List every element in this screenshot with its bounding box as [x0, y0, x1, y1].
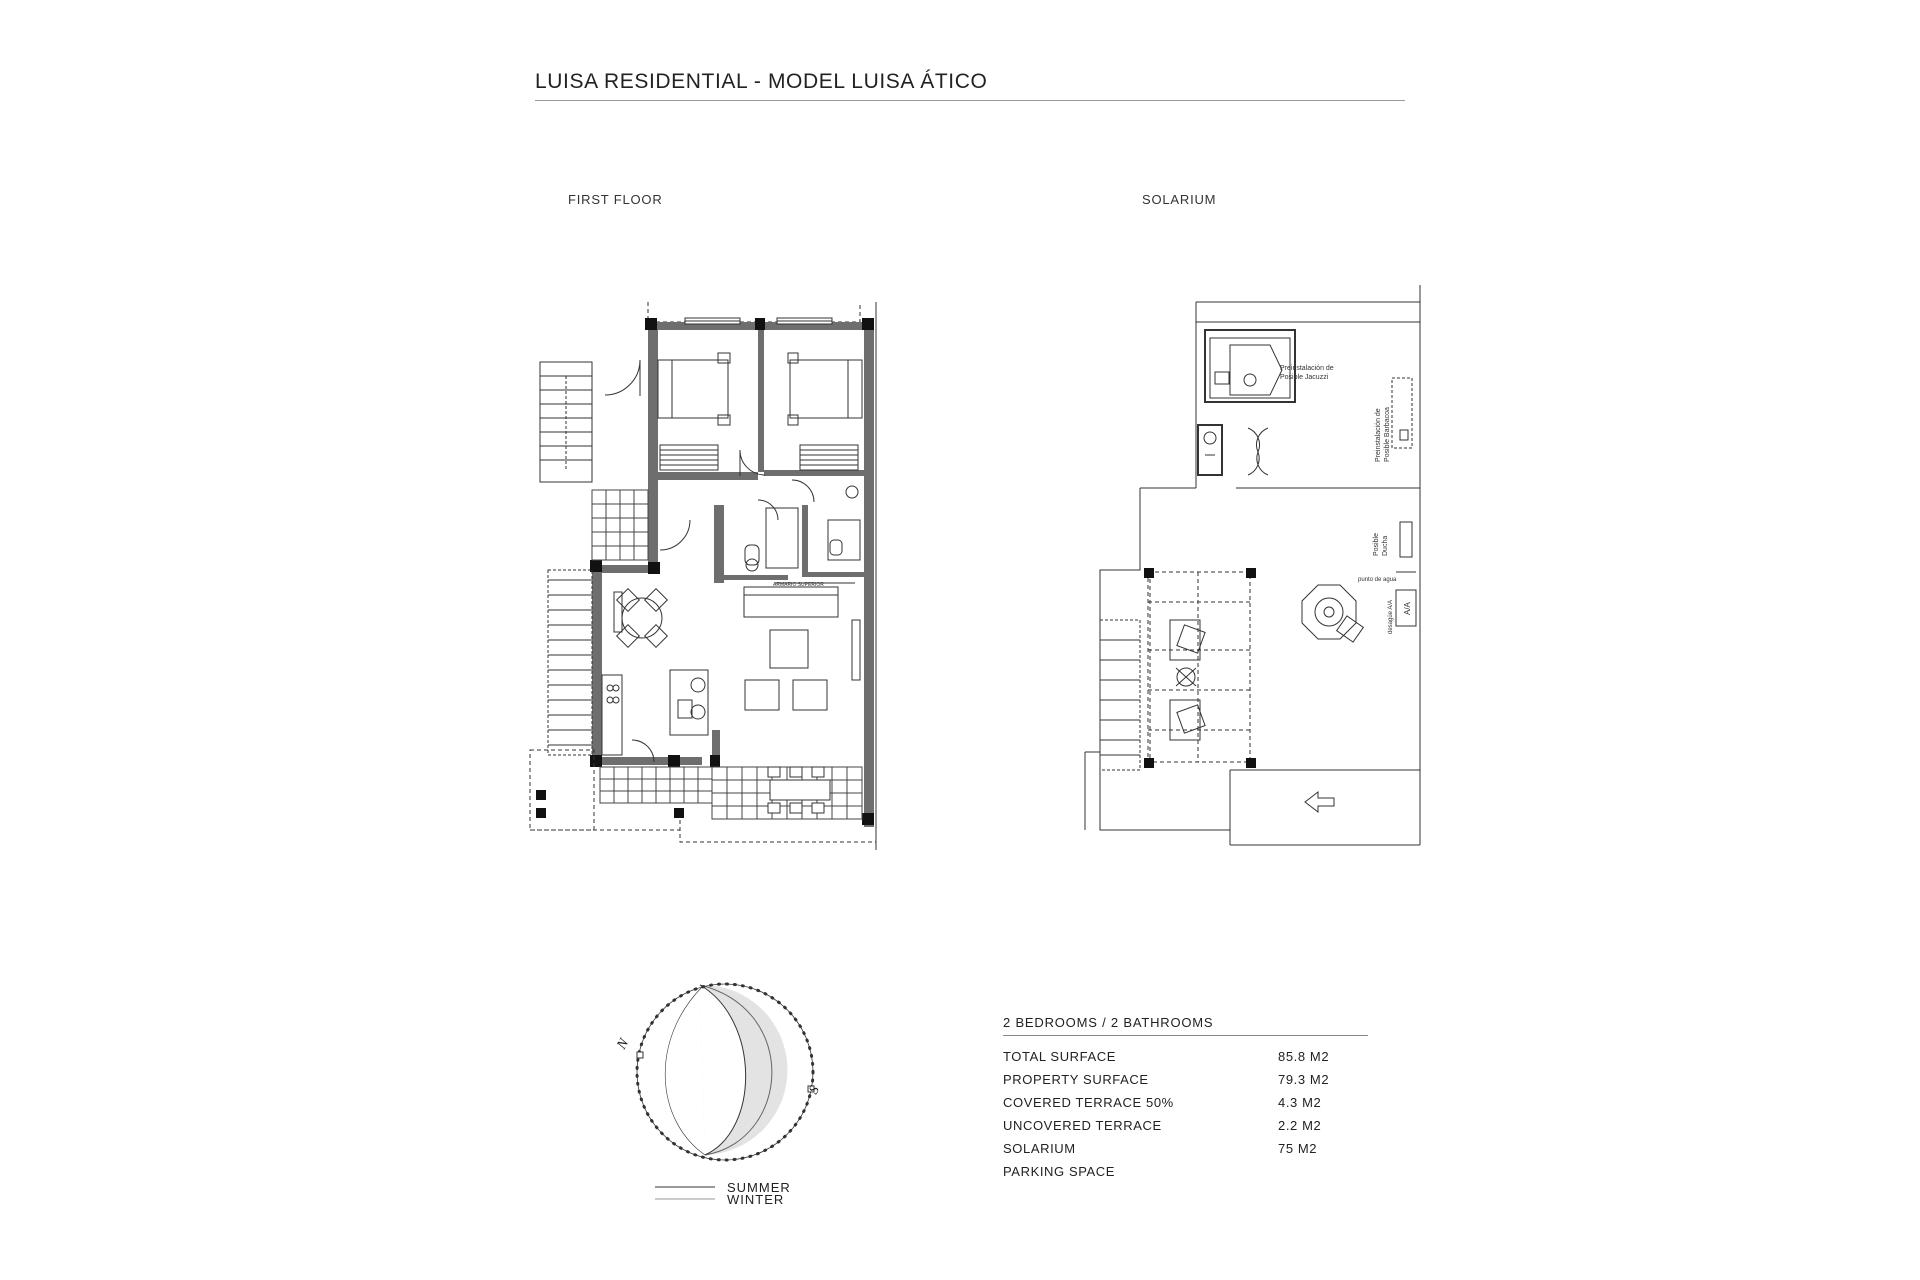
ac-label: A/A [1403, 602, 1412, 615]
compass-south: S [806, 1083, 823, 1097]
row-label: PARKING SPACE [1003, 1164, 1116, 1179]
row-label: TOTAL SURFACE [1003, 1049, 1117, 1064]
tiled-landing [592, 490, 648, 560]
stats-divider [1003, 1035, 1368, 1036]
solarium-label: SOLARIUM [1142, 192, 1217, 207]
table-row [1003, 1091, 1329, 1114]
solarium-plan [1085, 285, 1420, 845]
row-label: COVERED TERRACE 50% [1003, 1095, 1174, 1110]
table-row [1003, 1137, 1329, 1160]
legend-winter: WINTER [727, 1192, 785, 1207]
pillars [536, 318, 874, 825]
table-row [1003, 1045, 1329, 1068]
stats-header: 2 BEDROOMS / 2 BATHROOMS [1003, 1015, 1214, 1030]
row-label: PROPERTY SURFACE [1003, 1072, 1149, 1087]
sun-path-compass [614, 984, 823, 1199]
pergola-grid [1148, 572, 1250, 762]
row-label: UNCOVERED TERRACE [1003, 1118, 1162, 1133]
jacuzzi-label-2: Posible Jacuzzi [1280, 374, 1329, 381]
compass-north: N [614, 1036, 633, 1052]
first-floor-plan [530, 302, 876, 850]
shower-label-2: Ducha [1382, 535, 1389, 556]
surface-table [1003, 1045, 1329, 1183]
table-row [1003, 1068, 1329, 1091]
jacuzzi-label-1: Preinstalación de [1280, 365, 1334, 372]
row-value: 79.3 M2 [1278, 1072, 1330, 1087]
row-value: 2.2 M2 [1278, 1118, 1322, 1133]
legend-summer: SUMMER [727, 1180, 791, 1195]
page-title: LUISA RESIDENTIAL - MODEL LUISA ÁTICO [535, 70, 988, 93]
exterior-walls [592, 322, 874, 827]
shower-label-1: Posible [1373, 533, 1380, 556]
table-row [1003, 1114, 1329, 1137]
row-value: 4.3 M2 [1278, 1095, 1322, 1110]
row-value: 85.8 M2 [1278, 1049, 1330, 1064]
first-floor-label: FIRST FLOOR [568, 192, 663, 207]
barbecue-label-1: Preinstalación de [1375, 408, 1382, 462]
cabinet-label: ARMARIO SUPERIOR [773, 582, 824, 588]
ac-drain-label: desagüe A/A [1388, 599, 1394, 634]
barbecue-label-2: Posible Barbacoa [1384, 407, 1391, 462]
water-point-label: punto de agua [1358, 577, 1397, 583]
row-label: SOLARIUM [1003, 1141, 1076, 1156]
row-value [1278, 1160, 1329, 1183]
table-row [1003, 1160, 1329, 1183]
row-value: 75 M2 [1278, 1141, 1318, 1156]
